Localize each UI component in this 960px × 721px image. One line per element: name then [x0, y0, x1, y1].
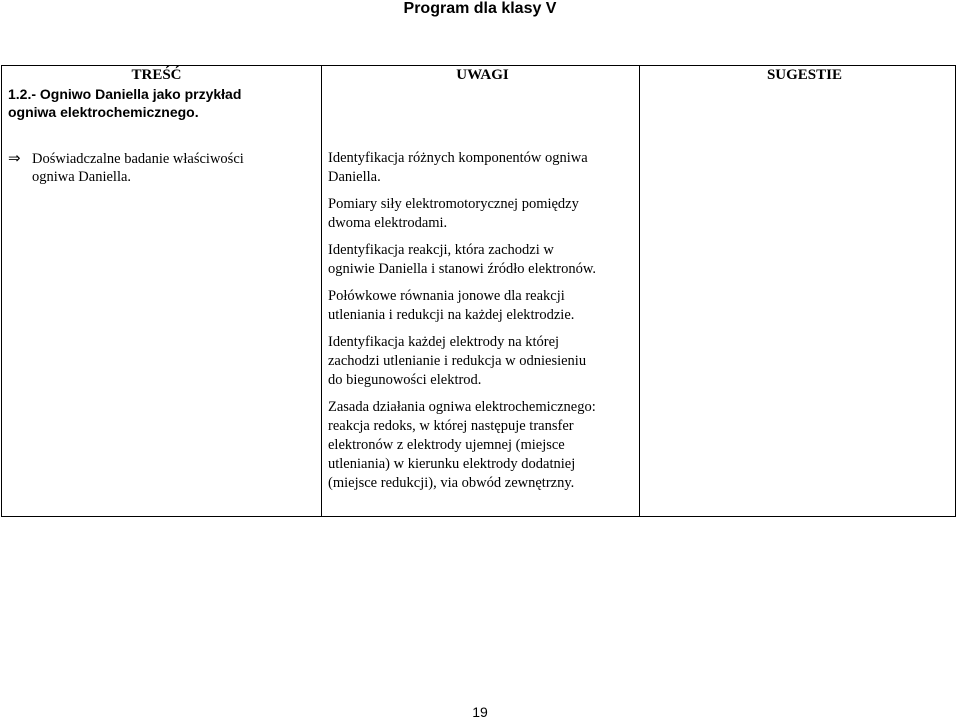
- program-table: [1, 65, 956, 517]
- column-divider: [321, 66, 322, 516]
- header-uwagi: [321, 67, 639, 84]
- header-tresc: [2, 67, 321, 84]
- topic-heading: [8, 85, 308, 121]
- uwagi-paragraph: [328, 195, 634, 233]
- bullet-line: Doświadczalne badanie właściwości: [32, 151, 244, 167]
- uwagi-paragraph: [328, 333, 634, 390]
- topic-line: ogniwa elektrochemicznego.: [8, 104, 199, 120]
- uwagi-line: Zasada działania ogniwa elektrochemicznego:: [328, 399, 596, 415]
- uwagi-line: Identyfikacja każdej elektrody na której: [328, 334, 560, 350]
- page-number: 19: [472, 704, 488, 720]
- uwagi-paragraph: [328, 149, 634, 187]
- header-sugestie: [639, 67, 957, 84]
- uwagi-line: Identyfikacja reakcji, która zachodzi w: [328, 242, 554, 258]
- uwagi-paragraph: [328, 398, 634, 493]
- uwagi-paragraph: [328, 241, 634, 279]
- uwagi-line: Pomiary siły elektromotorycznej pomiędzy: [328, 196, 579, 212]
- tresc-bullet: [8, 149, 308, 186]
- column-divider: [639, 66, 640, 516]
- uwagi-line: do biegunowości elektrod.: [328, 372, 482, 388]
- uwagi-line: ogniwie Daniella i stanowi źródło elektronów.: [328, 261, 597, 277]
- uwagi-line: zachodzi utlenianie i redukcja w odniesieniu: [328, 353, 587, 369]
- uwagi-column: [328, 149, 634, 501]
- uwagi-line: utleniania i redukcji na każdej elektrodzie.: [328, 307, 575, 323]
- topic-line: 1.2.- Ogniwo Daniella jako przykład: [8, 86, 242, 102]
- uwagi-line: reakcja redoks, w której następuje transfer: [328, 418, 574, 434]
- uwagi-line: elektronów z elektrody ujemnej (miejsce: [328, 437, 565, 453]
- bullet-line: ogniwa Daniella.: [32, 169, 132, 185]
- uwagi-line: (miejsce redukcji), via obwód zewnętrzny.: [328, 475, 575, 491]
- uwagi-line: utleniania) w kierunku elektrody dodatniej: [328, 456, 576, 472]
- uwagi-line: Daniella.: [328, 169, 381, 185]
- uwagi-line: Połówkowe równania jonowe dla reakcji: [328, 288, 565, 304]
- double-arrow-right-icon: ⇒: [8, 149, 21, 167]
- page-title: Program dla klasy V: [403, 0, 557, 17]
- uwagi-line: dwoma elektrodami.: [328, 215, 448, 231]
- header-sugestie-label: SUGESTIE: [766, 67, 842, 83]
- uwagi-paragraph: [328, 287, 634, 325]
- uwagi-line: Identyfikacja różnych komponentów ogniwa: [328, 150, 588, 166]
- header-uwagi-label: UWAGI: [456, 67, 509, 83]
- header-tresc-label: TREŚĆ: [131, 67, 182, 83]
